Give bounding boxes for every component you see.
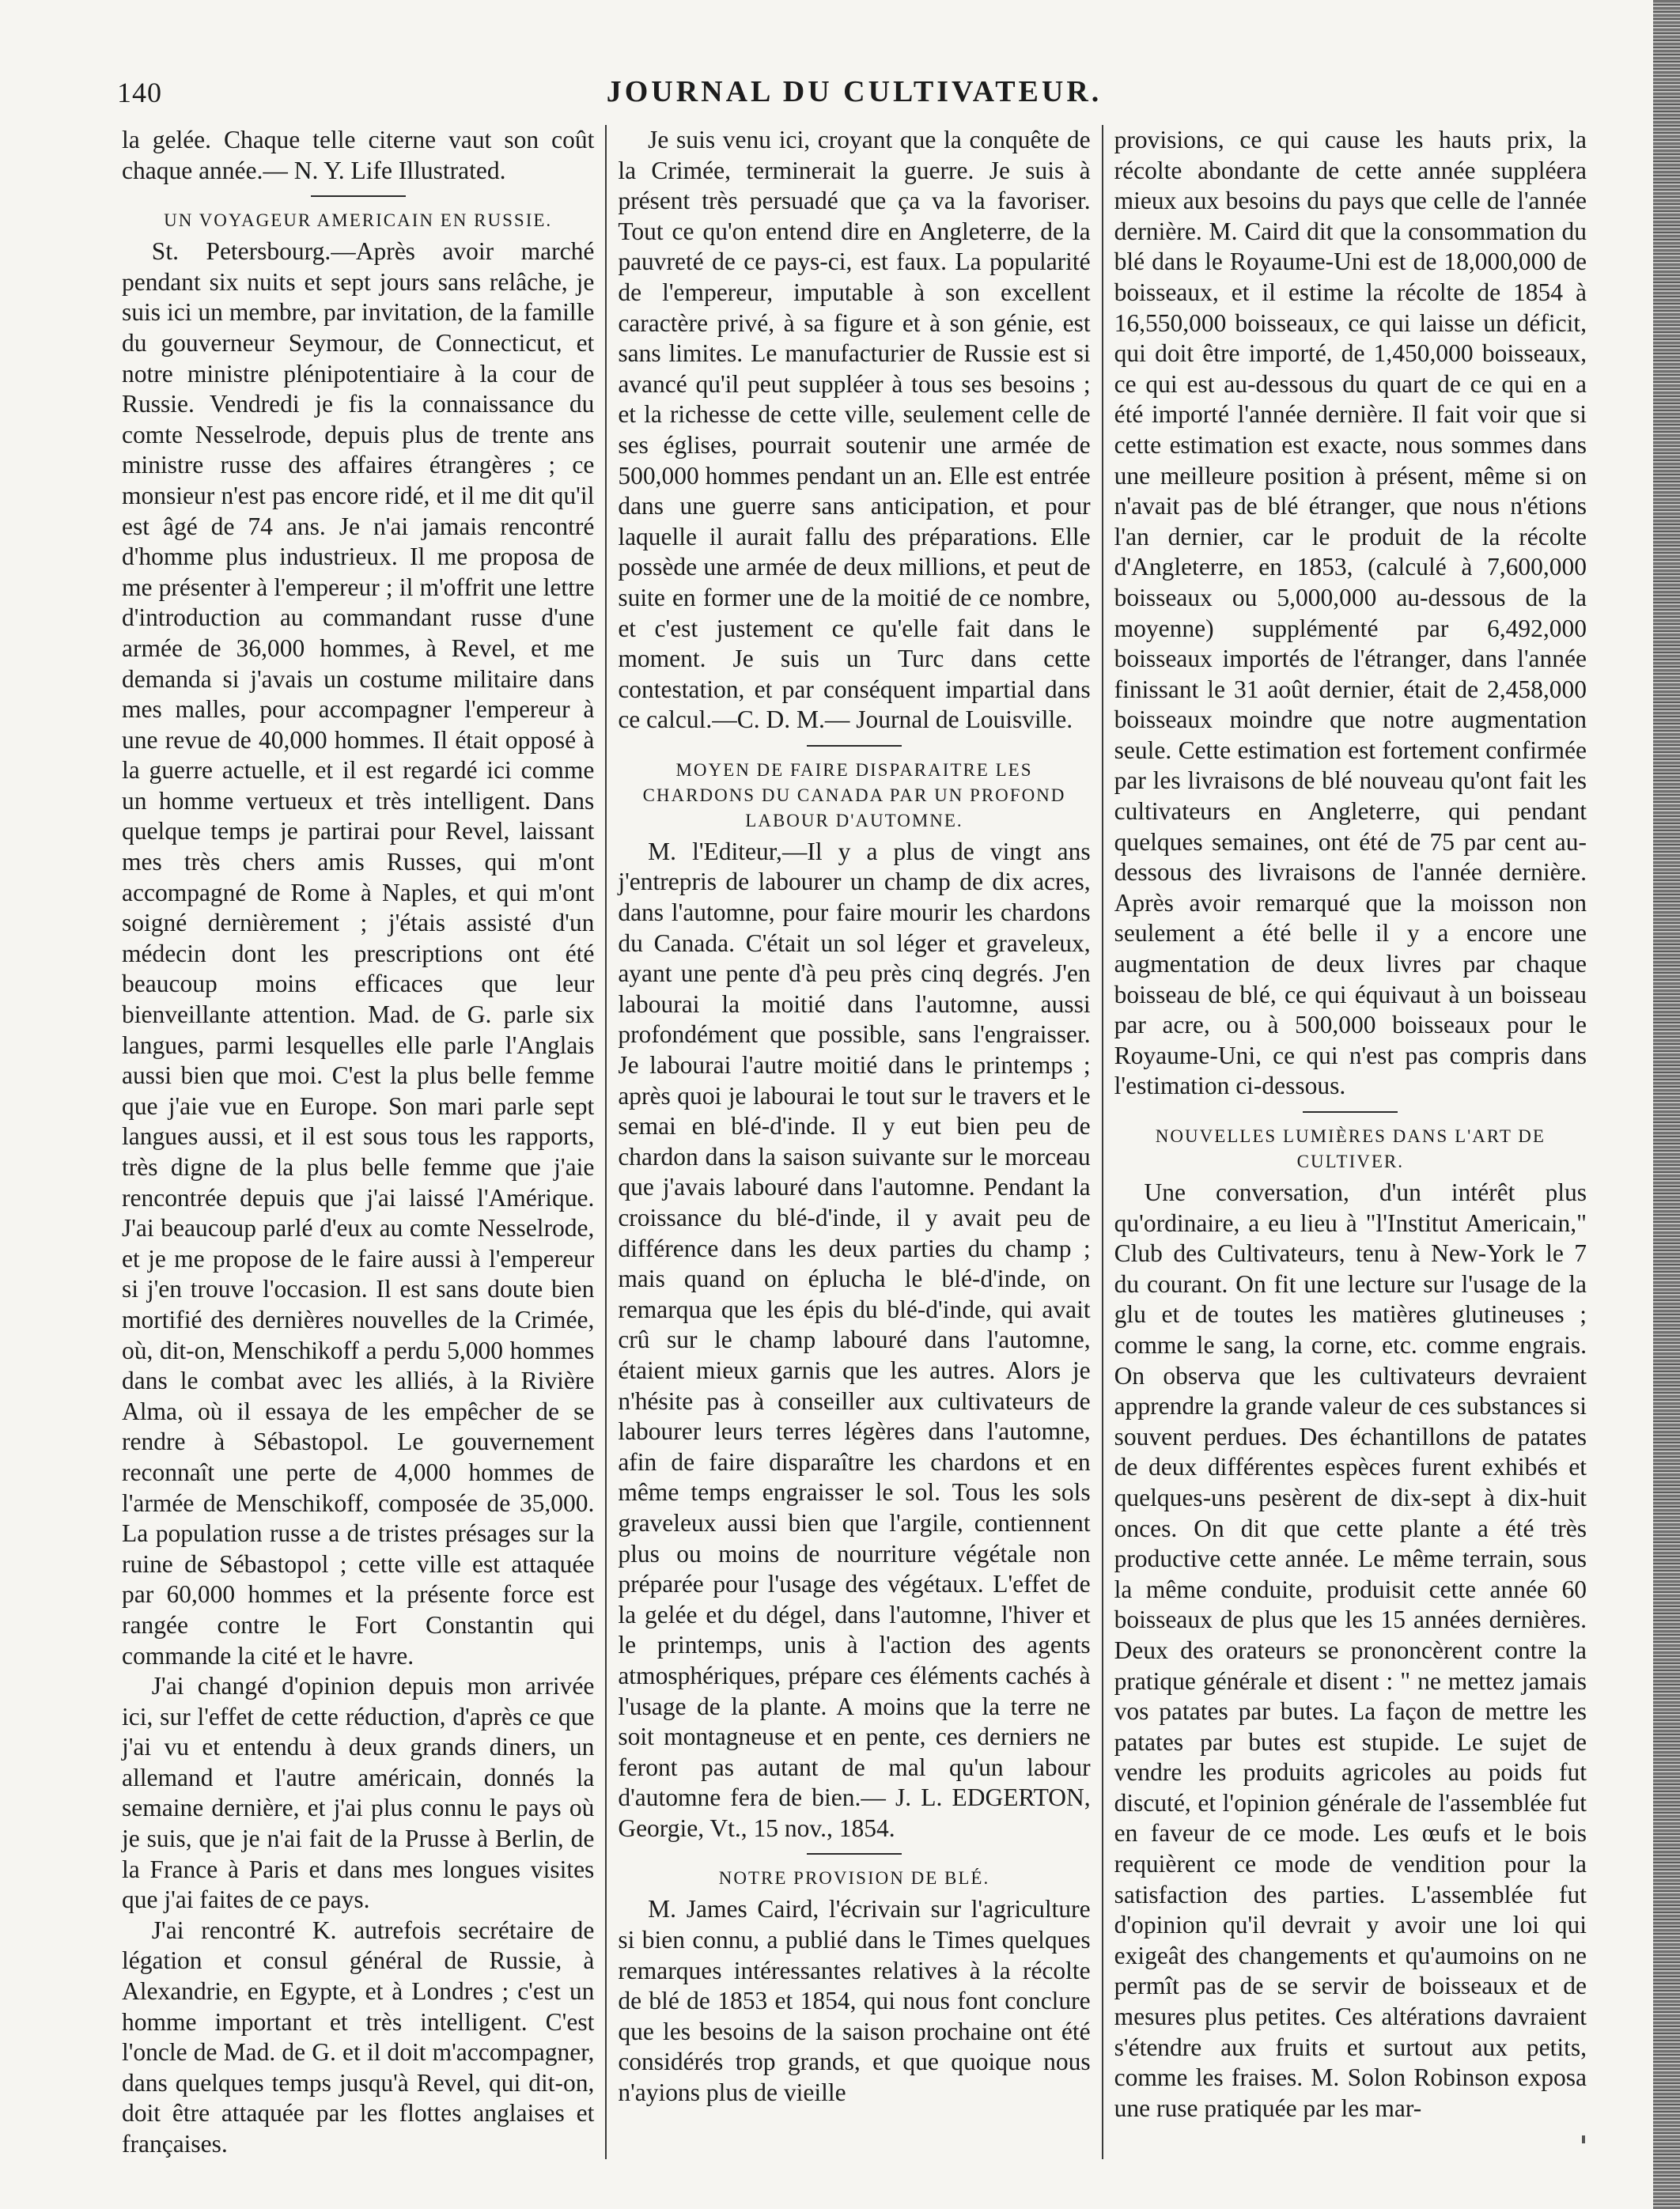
page-number: 140	[117, 77, 162, 108]
section-rule	[311, 195, 406, 197]
article-heading: MOYEN DE FAIRE DISPARAITRE LES CHARDONS DU CANADA PAR UN PROFOND LABOUR D'AUTOMNE.	[642, 759, 1066, 830]
article-paragraph: provisions, ce qui cause les hauts prix, la récolte abondante de cette année suppléera mieux aux besoins du pays que celle de l'année dernière. M. Caird dit que la consommation du blé dans le Royaume-Uni est de 18,000,000 de boisseaux, et il estime la récolte de 1854 à 16,550,000 boisseaux, ce qui laisse un déficit, qui doit être importé, de 1,450,000 boisseaux, ce qui est au-dessous du quart de ce qui en a été importé l'année dernière. Il fait voir que si cette estimation est exacte, nous sommes dans une meilleure position à présent, même si on n'avait pas de blé étranger, que nous n'étions l'an dernier, car le produit de la récolte d'Angleterre, en 1853, (calculé à 7,600,000 boisseaux ou 5,000,000 au-dessous de la moyenne) supplémenté par 6,492,000 boisseaux importés de l'étranger, dans l'année finissant le 31 août dernier, était de 2,458,000 boisseaux moindre que notre augmentation seule. Cette estimation est fortement confirmée par les livraisons de blé nouveau qu'ont fait les cultivateurs en Angleterre, qui pendant quelques semaines, ont été de 75 par cent au-dessous des livraisons de l'année dernière. Après avoir remarqué que la moisson non seulement a été belle il y a encore une augmentation de deux livres par chaque boisseau de blé, ce qui équivaut à un boisseau par acre, ou à 500,000 boisseaux pour le Royaume-Uni, ce qui n'est pas compris dans l'estimation ci-dessous.	[1114, 126, 1587, 1100]
text-columns	[111, 125, 1598, 2159]
article-heading: NOUVELLES LUMIÈRES DANS L'ART DE CULTIVER.	[1155, 1126, 1546, 1171]
article-paragraph: M. l'Editeur,—Il y a plus de vingt ans j'entrepris de labourer un champ de dix acres, dans l'automne, pour faire mourir les chardons du Canada. C'était un sol léger et graveleux, ayant une pente d'à peu près cinq degrés. J'en labourai la moitié dans l'automne, aussi profondément que possible, sans l'engraisser. Je labourai l'autre moitié dans le printemps ; après quoi je labourai le tout sur le travers et le semai en blé-d'inde. Il y eut bien peu de chardon dans la saison suivante sur le morceau que j'avais labouré dans l'automne. Pendant la croissance du blé-d'inde, il y avait peu de différence dans les deux parties du champ ; mais quand on éplucha le blé-d'inde, on remarqua que les épis du blé-d'inde, qui avait crû sur le champ labouré dans l'automne, étaient mieux garnis que les autres. Alors je n'hésite pas à conseiller aux cultivateurs de labourer leurs terres légères dans l'automne, afin de faire disparaître les chardons et en même temps engraisser le sol. Tous les sols graveleux aussi bien que l'argile, contiennent plus ou moins de nourriture végétale non préparée pour l'usage des végétaux. L'effet de la gelée et du dégel, dans l'automne, l'hiver et le printemps, unis à l'action des agents atmosphériques, prépare ces éléments cachés à l'usage de la plante. A moins que la terre ne soit montagneuse et en pente, ces derniers ne feront pas autant de mal qu'un labour d'automne fera de bien.— J. L. EDGERTON, Georgie, Vt., 15 nov., 1854.	[618, 837, 1091, 1842]
article-heading: UN VOYAGEUR AMERICAIN EN RUSSIE.	[164, 210, 553, 231]
column-1	[111, 125, 605, 2159]
article-paragraph: M. James Caird, l'écrivain sur l'agriculture si bien connu, a publié dans le Times quelques remarques intéressantes relatives à la récolte de blé de 1853 et 1854, qui nous font conclure que les besoins de la saison prochaine ont été considérés trop grands, et que quoique nous n'ayions plus de vieille	[618, 1895, 1091, 2107]
article-paragraph: J'ai changé d'opinion depuis mon arrivée ici, sur l'effet de cette réduction, d'après ce que j'ai vu et entendu à deux grands diners, un allemand et l'autre américain, donnés la semaine dernière, et j'ai plus connu le pays où je suis, que je n'ai fait de la Prusse à Berlin, de la France à Paris et dans mes longues visites que j'ai faites de ce pays.	[122, 1672, 595, 1914]
running-head	[111, 71, 1598, 127]
journal-title: JOURNAL DU CULTIVATEUR.	[606, 75, 1103, 108]
column-3	[1102, 125, 1598, 2159]
article-paragraph: Une conversation, d'un intérêt plus qu'ordinaire, a eu lieu à "l'Institut Americain," Club des Cultivateurs, tenu à New-York le 7 du courant. On fit une lecture sur l'usage de la glu et de toutes les matières glutineuses ; comme le sang, la corne, etc. comme engrais. On observa que les cultivateurs devraient apprendre la grande valeur de ces substances si souvent perdues. Des échantillons de patates de deux différentes espèces furent exhibés et quelques-uns pesèrent de dix-sept à dix-huit onces. On dit que cette plante a été très productive cette année. Le même terrain, sous la même conduite, produisit cette année 60 boisseaux de plus que les 15 années dernières. Deux des orateurs se prononcèrent contre la pratique générale et disent : " ne mettez jamais vos patates par butes. La façon de mettre les patates par butes est stupide. Le sujet de vendre les produits agricoles au poids fut discuté, et l'opinion générale de l'assemblée fut en faveur de ce mode. Les œufs et le bois requièrent ce mode de vendition pour la satisfaction des parties. L'assemblée fut d'opinion qu'il devrait y avoir une loi qui exigeât des changements et qu'aumoins on ne permît pas de se servir de boisseaux et de mesures plus petites. Ces altérations davraient s'étendre aux fruits et surtout aux petits, comme les fraises. M. Solon Robinson exposa une ruse pratiquée par les mar-	[1114, 1178, 1587, 2122]
column-2	[605, 125, 1101, 2159]
newspaper-page	[111, 71, 1598, 2159]
section-rule	[807, 1853, 902, 1855]
article-paragraph: Je suis venu ici, croyant que la conquête de la Crimée, terminerait la guerre. Je suis à présent très persuadé que ça va la favoriser. Tout ce qu'on entend dire en Angleterre, de la pauvreté de ce pays-ci, est faux. La popularité de l'empereur, imputable à son excellent caractère privé, à sa figure et à son génie, est sans limites. Le manufacturier de Russie est si avancé qu'il peut suppléer à tous ses besoins ; et la richesse de cette ville, seulement celle de ses églises, pourrait soutenir une armée de 500,000 hommes pendant un an. Elle est entrée dans une guerre sans anticipation, et pour laquelle il aurait fallu des préparations. Elle possède une armée de deux millions, et peut de suite en former une de la moitié de ce nombre, et c'est justement ce qu'elle fait dans le moment. Je suis un Turc dans cette contestation, et par conséquent impartial dans ce calcul.—C. D. M.— Journal de Louisville.	[618, 126, 1091, 734]
article-ending: la gelée. Chaque telle citerne vaut son coût chaque année.— N. Y. Life Illustrated.	[122, 126, 595, 184]
section-rule	[807, 745, 902, 747]
article-paragraph: J'ai rencontré K. autrefois secrétaire de légation et consul général de Russie, à Alexandrie, en Egypte, et à Londres ; c'est un homme important et très intelligent. C'est l'oncle de Mad. de G. et il doit m'accompagner, dans quelques temps jusqu'à Revel, qui dit-on, doit être attaquée par les flottes anglaises et françaises.	[122, 1916, 595, 2158]
article-paragraph: St. Petersbourg.—Après avoir marché pendant six nuits et sept jours sans relâche, je suis ici un membre, par invitation, de la famille du gouverneur Seymour, de Connecticut, et notre ministre plénipotentiaire à la cour de Russie. Vendredi je fis la connaissance du comte Nesselrode, depuis plus de trente ans ministre russe des affaires étrangères ; ce monsieur n'est pas encore ridé, et il me dit qu'il est âgé de 74 ans. Je n'ai jamais rencontré d'homme plus industrieux. Il me proposa de me présenter à l'empereur ; il m'offrit une lettre d'introduction au commandant russe d'une armée de 36,000 hommes, à Revel, et me demanda si j'avais un costume militaire dans mes malles, pour accompagner l'empereur à une revue de 40,000 hommes. Il était opposé à la guerre actuelle, et il est regardé ici comme un homme vertueux et très intelligent. Dans quelque temps je partirai pour Revel, laissant mes très chers amis Russes, qui m'ont accompagné de Rome à Naples, et qui m'ont soigné dernièrement ; j'étais assisté d'un médecin dont les prescriptions ont été beaucoup moins efficaces que leur bienveillante attention. Mad. de G. parle six langues, parmi lesquelles elle parle l'Anglais aussi bien que moi. C'est la plus belle femme que j'aie vue en Europe. Son mari parle sept langues aussi, et il est sous tous les rapports, très digne de la plus belle femme que j'aie rencontrée depuis que j'ai laissé l'Amérique. J'ai beaucoup parlé d'eux au comte Nesselrode, et je me propose de le faire aussi à l'empereur si j'en trouve l'occasion. Il est sans doute bien mortifié des dernières nouvelles de la Crimée, où, dit-on, Menschikoff a perdu 5,000 hommes dans le combat avec les alliés, à la Rivière Alma, où il essaya de les empêcher de se rendre à Sébastopol. Le gouvernement reconnaît une perte de 4,000 hommes de l'armée de Menschikoff, composée de 35,000. La population russe a de tristes présages sur la ruine de Sébastopol ; cette ville est attaquée par 60,000 hommes et la présente force est rangée contre le Fort Constantin qui commande la cité et le havre.	[122, 237, 595, 1670]
section-rule	[1303, 1111, 1398, 1113]
page-binding-edge	[1653, 0, 1680, 2209]
article-heading: NOTRE PROVISION DE BLÉ.	[718, 1868, 990, 1889]
